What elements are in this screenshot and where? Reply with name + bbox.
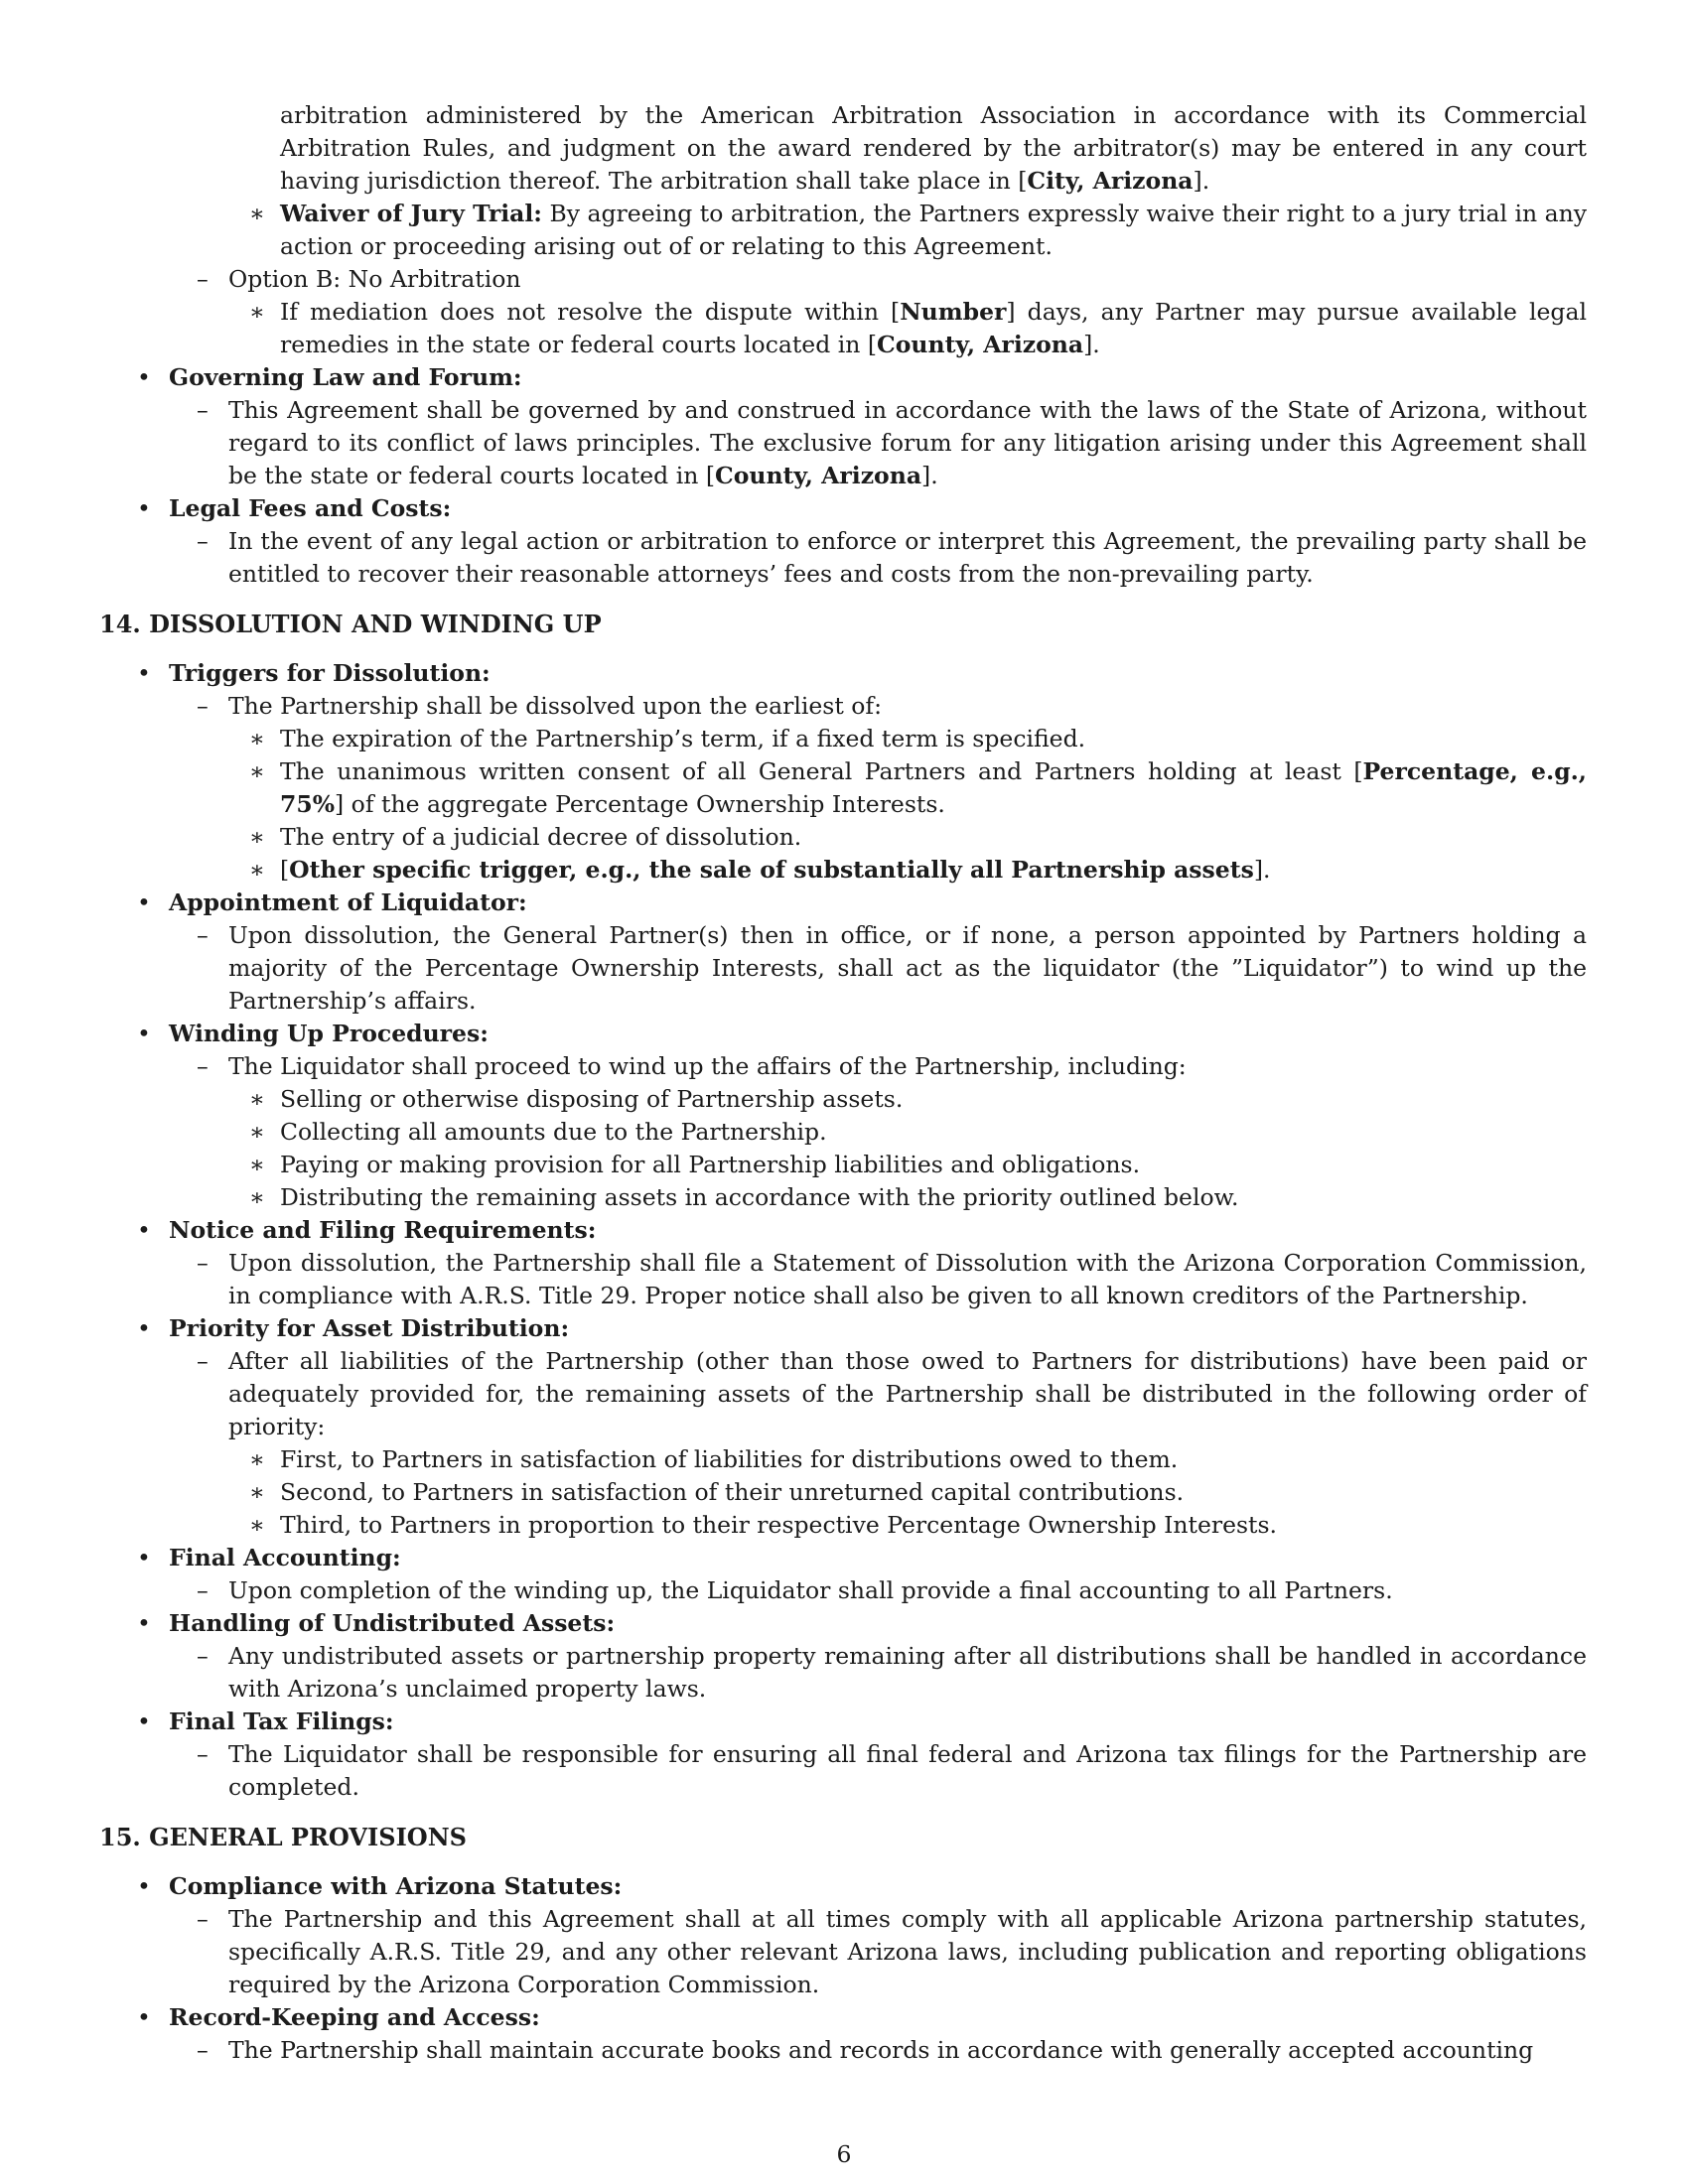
winding-up-label: Winding Up Procedures: xyxy=(169,1020,489,1047)
bullet-icon: • xyxy=(137,1544,151,1571)
priority-item-text: First, to Partners in satisfaction of liabilities for distributions owed to them. xyxy=(280,1445,1179,1473)
winding-text: Paying or making provision for all Partnership liabilities and obligations. xyxy=(280,1151,1141,1178)
star-marker-icon: ∗ xyxy=(249,298,265,326)
bullet-icon: • xyxy=(137,1707,151,1735)
list-item-winding-up xyxy=(99,1018,1587,1050)
list-item-final-accounting-text xyxy=(99,1574,1587,1607)
records-label: Record-Keeping and Access: xyxy=(169,2003,540,2031)
arbitration-text: arbitration administered by the American Arbitration Association in accordance with its Commercial Arbitration Rules, and judgment on the award rendered by the arbitrator(s) may be entered in any court having jurisdiction thereof. The arbitration shall take place in [ xyxy=(280,101,1587,195)
list-item-liquidator-text xyxy=(99,919,1587,1018)
governing-text: This Agreement shall be governed by and construed in accordance with the laws of the State of Arizona, without regard to its conflict of laws principles. The exclusive forum for any litigation arising under this Agreement shall be the state or federal courts located in [ xyxy=(228,396,1587,489)
liquidator-label: Appointment of Liquidator: xyxy=(169,888,527,916)
list-item-tax-filings xyxy=(99,1706,1587,1738)
dash-marker-icon: – xyxy=(197,1249,209,1277)
list-item-legal-fees xyxy=(99,492,1587,525)
page-number: 6 xyxy=(836,2140,852,2168)
star-marker-icon: ∗ xyxy=(249,200,265,227)
waiver-text: By agreeing to arbitration, the Partners expressly waive their right to a jury trial in any action or proceeding arising out of or relating to this Agreement. xyxy=(280,200,1588,260)
governing-law-label: Governing Law and Forum: xyxy=(169,363,522,391)
trigger-text: The unanimous written consent of all General Partners and Partners holding at least [ xyxy=(280,757,1363,785)
placeholder-percentage: Percentage, e.g., 75% xyxy=(280,757,1587,818)
priority-label: Priority for Asset Distribution: xyxy=(169,1314,570,1342)
star-marker-icon: ∗ xyxy=(249,757,265,785)
compliance-text: The Partnership and this Agreement shall at all times comply with all applicable Arizona partnership statutes, specifically A.R.S. Title 29, and any other relevant Arizona laws, including publication and reporting obligations required by the Arizona Corporation Commission. xyxy=(228,1905,1587,1998)
section-heading-14: 14. DISSOLUTION AND WINDING UP xyxy=(99,610,602,638)
list-item-trigger-3 xyxy=(99,821,1587,854)
list-item-notice xyxy=(99,1214,1587,1247)
list-item-records-text xyxy=(99,2034,1587,2067)
dash-marker-icon: – xyxy=(197,1642,209,1670)
waiver-label: Waiver of Jury Trial: xyxy=(280,200,542,227)
list-item-priority xyxy=(99,1312,1587,1345)
list-item-priority-2 xyxy=(99,1476,1587,1509)
bullet-icon: • xyxy=(137,659,151,687)
arbitration-paragraph xyxy=(99,99,1587,198)
list-item-winding-3 xyxy=(99,1149,1587,1181)
bracket-open: [ xyxy=(280,856,290,884)
trigger-text: The entry of a judicial decree of dissolution. xyxy=(280,823,802,851)
governing-text-end: ]. xyxy=(921,462,938,489)
list-item-notice-text xyxy=(99,1247,1587,1312)
legal-fees-label: Legal Fees and Costs: xyxy=(169,494,452,522)
star-marker-icon: ∗ xyxy=(249,1085,265,1113)
page-content xyxy=(99,99,1587,2067)
tax-filings-text: The Liquidator shall be responsible for ensuring all final federal and Arizona tax filings for the Partnership are completed. xyxy=(228,1740,1587,1801)
priority-item-text: Third, to Partners in proportion to their respective Percentage Ownership Interests. xyxy=(280,1511,1278,1539)
list-item-option-b-text xyxy=(99,296,1587,361)
list-item-triggers-intro xyxy=(99,690,1587,723)
list-item-compliance-text xyxy=(99,1903,1587,2001)
bullet-icon: • xyxy=(137,2003,151,2031)
dash-marker-icon: – xyxy=(197,1905,209,1933)
placeholder-county: County, Arizona xyxy=(715,462,922,489)
undistributed-label: Handling of Undistributed Assets: xyxy=(169,1609,616,1637)
star-marker-icon: ∗ xyxy=(249,1478,265,1506)
list-item-winding-4 xyxy=(99,1181,1587,1214)
option-b-label: Option B: No Arbitration xyxy=(228,265,521,293)
dash-marker-icon: – xyxy=(197,1576,209,1604)
records-text: The Partnership shall maintain accurate books and records in accordance with generally accepted accounting xyxy=(228,2036,1534,2064)
star-marker-icon: ∗ xyxy=(249,1118,265,1146)
option-b-text-mid: ] days, any Partner may pursue available legal remedies in the state or federal courts located in [ xyxy=(280,298,1587,358)
list-item-winding-1 xyxy=(99,1083,1587,1116)
bullet-icon: • xyxy=(137,1216,151,1244)
star-marker-icon: ∗ xyxy=(249,1511,265,1539)
undistributed-text: Any undistributed assets or partnership property remaining after all distributions shall be handled in accordance with Arizona’s unclaimed property laws. xyxy=(228,1642,1587,1703)
winding-text: Collecting all amounts due to the Partnership. xyxy=(280,1118,827,1146)
list-item-winding-2 xyxy=(99,1116,1587,1149)
bullet-icon: • xyxy=(137,1020,151,1047)
final-accounting-text: Upon completion of the winding up, the Liquidator shall provide a final accounting to all Partners. xyxy=(228,1576,1393,1604)
arbitration-text-end: ]. xyxy=(1193,167,1210,195)
star-marker-icon: ∗ xyxy=(249,1445,265,1473)
bullet-icon: • xyxy=(137,1872,151,1900)
bullet-icon: • xyxy=(137,494,151,522)
list-item-priority-3 xyxy=(99,1509,1587,1542)
list-item-trigger-4 xyxy=(99,854,1587,887)
bullet-icon: • xyxy=(137,363,151,391)
star-marker-icon: ∗ xyxy=(249,823,265,851)
trigger-text-end: ] of the aggregate Percentage Ownership Interests. xyxy=(335,790,945,818)
notice-text: Upon dissolution, the Partnership shall file a Statement of Dissolution with the Arizona Corporation Commission, in compliance with A.R.S. Title 29. Proper notice shall also be given to all known creditors of the Partnership. xyxy=(228,1249,1587,1309)
option-b-text: If mediation does not resolve the dispute within [ xyxy=(280,298,901,326)
dash-marker-icon: – xyxy=(197,1347,209,1375)
tax-filings-label: Final Tax Filings: xyxy=(169,1707,394,1735)
list-item-waiver xyxy=(99,198,1587,263)
bullet-icon: • xyxy=(137,1609,151,1637)
list-item-compliance xyxy=(99,1870,1587,1903)
list-item-option-b xyxy=(99,263,1587,296)
priority-item-text: Second, to Partners in satisfaction of their unreturned capital contributions. xyxy=(280,1478,1185,1506)
dash-marker-icon: – xyxy=(197,527,209,555)
dash-marker-icon: – xyxy=(197,2036,209,2064)
priority-text: After all liabilities of the Partnership (other than those owed to Partners for distributions) have been paid or adequately provided for, the remaining assets of the Partnership shall be distributed in the following order of priority: xyxy=(228,1347,1587,1440)
placeholder-city: City, Arizona xyxy=(1027,167,1194,195)
legal-fees-text: In the event of any legal action or arbitration to enforce or interpret this Agreement, the prevailing party shall be entitled to recover their reasonable attorneys’ fees and costs from the non-prevailing party. xyxy=(228,527,1587,588)
dash-marker-icon: – xyxy=(197,692,209,720)
list-item-undistributed-text xyxy=(99,1640,1587,1706)
liquidator-text: Upon dissolution, the General Partner(s) then in office, or if none, a person appointed by Partners holding a majority of the Percentage Ownership Interests, shall act as the liquidator (the ”Liquidator”) to wind up the Partnership’s affairs. xyxy=(228,921,1587,1015)
section-heading-15: 15. GENERAL PROVISIONS xyxy=(99,1823,467,1851)
winding-text: Distributing the remaining assets in accordance with the priority outlined below. xyxy=(280,1183,1239,1211)
notice-label: Notice and Filing Requirements: xyxy=(169,1216,597,1244)
placeholder-county: County, Arizona xyxy=(877,331,1084,358)
placeholder-other-trigger: Other specific trigger, e.g., the sale of substantially all Partnership assets xyxy=(289,856,1254,884)
list-item-legal-fees-text xyxy=(99,525,1587,591)
triggers-label: Triggers for Dissolution: xyxy=(169,659,491,687)
trigger-text: The expiration of the Partnership’s term, if a fixed term is specified. xyxy=(280,725,1086,752)
star-marker-icon: ∗ xyxy=(249,1183,265,1211)
option-b-text-end: ]. xyxy=(1083,331,1100,358)
list-item-priority-text xyxy=(99,1345,1587,1443)
placeholder-number: Number xyxy=(900,298,1007,326)
list-item-records xyxy=(99,2001,1587,2034)
bullet-icon: • xyxy=(137,888,151,916)
list-item-priority-1 xyxy=(99,1443,1587,1476)
list-item-governing-text xyxy=(99,394,1587,492)
list-item-liquidator xyxy=(99,887,1587,919)
compliance-label: Compliance with Arizona Statutes: xyxy=(169,1872,623,1900)
list-item-trigger-1 xyxy=(99,723,1587,755)
list-item-trigger-2 xyxy=(99,755,1587,821)
dash-marker-icon: – xyxy=(197,1740,209,1768)
dash-marker-icon: – xyxy=(197,921,209,949)
list-item-governing-law xyxy=(99,361,1587,394)
winding-intro: The Liquidator shall proceed to wind up the affairs of the Partnership, including: xyxy=(228,1052,1187,1080)
star-marker-icon: ∗ xyxy=(249,1151,265,1178)
list-item-triggers xyxy=(99,657,1587,690)
dash-marker-icon: – xyxy=(197,265,209,293)
list-item-winding-intro xyxy=(99,1050,1587,1083)
bracket-close: ]. xyxy=(1253,856,1271,884)
winding-text: Selling or otherwise disposing of Partnership assets. xyxy=(280,1085,904,1113)
bullet-icon: • xyxy=(137,1314,151,1342)
list-item-tax-filings-text xyxy=(99,1738,1587,1804)
list-item-undistributed xyxy=(99,1607,1587,1640)
list-item-final-accounting xyxy=(99,1542,1587,1574)
triggers-intro: The Partnership shall be dissolved upon the earliest of: xyxy=(228,692,883,720)
final-accounting-label: Final Accounting: xyxy=(169,1544,401,1571)
dash-marker-icon: – xyxy=(197,396,209,424)
star-marker-icon: ∗ xyxy=(249,856,265,884)
dash-marker-icon: – xyxy=(197,1052,209,1080)
star-marker-icon: ∗ xyxy=(249,725,265,752)
